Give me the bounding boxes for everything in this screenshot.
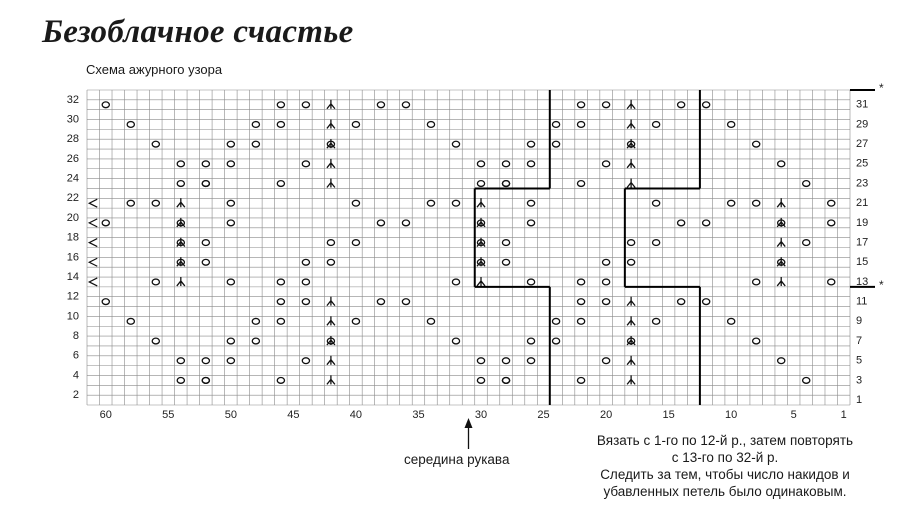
yarn-over-symbol (277, 377, 284, 383)
yarn-over-symbol (177, 181, 184, 187)
yarn-over-symbol (778, 358, 785, 364)
left-row-label: 24 (66, 172, 79, 185)
left-row-label: 12 (66, 290, 79, 303)
right-row-label: 11 (856, 295, 868, 308)
yarn-over-symbol (577, 102, 584, 108)
right-row-label: 25 (856, 157, 869, 170)
yarn-over-symbol (202, 181, 209, 187)
yarn-over-symbol (678, 299, 685, 305)
yarn-over-symbol (227, 161, 234, 167)
yarn-over-symbol (502, 259, 509, 265)
double-decrease-symbol (627, 139, 635, 148)
double-decrease-symbol (177, 257, 185, 266)
note-line-1: Вязать с 1-го по 12-й р., затем повторять (596, 433, 854, 448)
yarn-over-symbol (803, 377, 810, 383)
left-row-label: 30 (66, 113, 79, 126)
yarn-over-symbol (177, 377, 184, 383)
yarn-over-symbol (828, 279, 835, 285)
left-row-label: 28 (66, 133, 79, 146)
double-decrease-symbol (777, 238, 785, 247)
yarn-over-symbol (502, 161, 509, 167)
repeat-marker-top: * (879, 81, 884, 96)
yarn-over-symbol (327, 259, 334, 265)
yarn-over-symbol (552, 122, 559, 128)
yarn-over-symbol (327, 240, 334, 246)
left-row-label: 16 (66, 251, 79, 264)
double-decrease-symbol (327, 119, 335, 128)
column-label: 1 (840, 408, 847, 421)
yarn-over-symbol (227, 279, 234, 285)
yarn-over-symbol (352, 200, 359, 206)
yarn-over-symbol (277, 279, 284, 285)
yarn-over-symbol (402, 299, 409, 305)
yarn-over-symbol (477, 358, 484, 364)
double-decrease-symbol (777, 277, 785, 286)
column-label: 60 (99, 408, 112, 421)
yarn-over-symbol (653, 200, 660, 206)
yarn-over-symbol (602, 358, 609, 364)
yarn-over-symbol (728, 318, 735, 324)
right-row-label: 21 (856, 197, 869, 210)
right-row-label: 17 (856, 236, 869, 249)
yarn-over-symbol (577, 318, 584, 324)
right-row-label: 7 (856, 334, 863, 347)
yarn-over-symbol (653, 318, 660, 324)
yarn-over-symbol (728, 200, 735, 206)
column-label: 25 (537, 408, 550, 421)
left-row-label: 22 (66, 192, 79, 205)
left-row-label: 8 (72, 330, 79, 342)
double-decrease-symbol (477, 238, 485, 247)
side-decrease-symbol (89, 278, 97, 286)
yarn-over-symbol (703, 299, 710, 305)
yarn-over-symbol (152, 338, 159, 344)
yarn-over-symbol (377, 102, 384, 108)
yarn-over-symbol (527, 141, 534, 147)
note-line-2: с 13-го по 32-й р. (671, 450, 779, 465)
yarn-over-symbol (803, 181, 810, 187)
left-row-label: 32 (66, 93, 79, 106)
yarn-over-symbol (152, 279, 159, 285)
column-label: 35 (412, 408, 425, 421)
double-decrease-symbol (627, 316, 635, 325)
yarn-over-symbol (202, 358, 209, 364)
side-decrease-symbol (89, 239, 97, 247)
yarn-over-symbol (277, 122, 284, 128)
yarn-over-symbol (352, 240, 359, 246)
yarn-over-symbol (477, 377, 484, 383)
yarn-over-symbol (602, 279, 609, 285)
yarn-over-symbol (102, 220, 109, 226)
yarn-over-symbol (527, 220, 534, 226)
double-decrease-symbol (777, 198, 785, 207)
yarn-over-symbol (502, 240, 509, 246)
double-decrease-symbol (177, 198, 185, 207)
yarn-over-symbol (452, 338, 459, 344)
yarn-over-symbol (577, 181, 584, 187)
yarn-over-symbol (753, 141, 760, 147)
sleeve-center-label: середина рукава (404, 452, 510, 467)
yarn-over-symbol (102, 299, 109, 305)
double-decrease-symbol (327, 356, 335, 365)
double-decrease-symbol (177, 277, 185, 286)
yarn-over-symbol (703, 220, 710, 226)
double-decrease-symbol (627, 119, 635, 128)
double-decrease-symbol (777, 218, 785, 227)
double-decrease-symbol (327, 375, 335, 384)
yarn-over-symbol (227, 200, 234, 206)
yarn-over-symbol (602, 259, 609, 265)
yarn-over-symbol (302, 102, 309, 108)
yarn-over-symbol (577, 377, 584, 383)
right-row-label: 15 (856, 256, 869, 269)
double-decrease-symbol (327, 336, 335, 345)
yarn-over-symbol (202, 240, 209, 246)
right-row-label: 31 (856, 98, 869, 111)
right-row-label: 23 (856, 177, 869, 190)
double-decrease-symbol (177, 238, 185, 247)
pattern-title: Безоблачное счастье (42, 14, 354, 50)
side-decrease-symbol (89, 199, 97, 207)
yarn-over-symbol (302, 161, 309, 167)
yarn-over-symbol (653, 240, 660, 246)
yarn-over-symbol (102, 102, 109, 108)
yarn-over-symbol (427, 200, 434, 206)
double-decrease-symbol (327, 100, 335, 109)
yarn-over-symbol (753, 200, 760, 206)
yarn-over-symbol (377, 220, 384, 226)
yarn-over-symbol (202, 259, 209, 265)
right-row-label: 5 (856, 354, 863, 367)
yarn-over-symbol (602, 299, 609, 305)
yarn-over-symbol (577, 299, 584, 305)
double-decrease-symbol (327, 159, 335, 168)
yarn-over-symbol (577, 122, 584, 128)
left-row-label: 10 (66, 310, 79, 323)
yarn-over-symbol (552, 318, 559, 324)
double-decrease-symbol (477, 257, 485, 266)
yarn-over-symbol (628, 240, 635, 246)
column-label: 15 (662, 408, 675, 421)
yarn-over-symbol (177, 358, 184, 364)
yarn-over-symbol (302, 299, 309, 305)
yarn-over-symbol (202, 377, 209, 383)
center-arrow-icon (465, 418, 473, 428)
yarn-over-symbol (302, 279, 309, 285)
yarn-over-symbol (577, 279, 584, 285)
double-decrease-symbol (477, 277, 485, 286)
yarn-over-symbol (452, 279, 459, 285)
side-decrease-symbol (89, 219, 97, 227)
yarn-over-symbol (452, 200, 459, 206)
yarn-over-symbol (402, 220, 409, 226)
yarn-over-symbol (803, 240, 810, 246)
yarn-over-symbol (427, 318, 434, 324)
column-label: 5 (790, 408, 797, 421)
double-decrease-symbol (327, 139, 335, 148)
yarn-over-symbol (252, 318, 259, 324)
yarn-over-symbol (302, 358, 309, 364)
right-row-label: 27 (856, 138, 869, 151)
yarn-over-symbol (277, 299, 284, 305)
double-decrease-symbol (777, 257, 785, 266)
yarn-over-symbol (552, 141, 559, 147)
right-row-label: 9 (856, 315, 863, 328)
left-row-label: 26 (66, 152, 79, 165)
yarn-over-symbol (678, 220, 685, 226)
repeat-marker-bottom: * (879, 278, 884, 293)
yarn-over-symbol (828, 200, 835, 206)
right-row-label: 19 (856, 216, 869, 229)
left-row-label: 18 (66, 231, 79, 244)
yarn-over-symbol (352, 318, 359, 324)
yarn-over-symbol (703, 102, 710, 108)
yarn-over-symbol (502, 377, 509, 383)
yarn-over-symbol (527, 358, 534, 364)
yarn-over-symbol (352, 122, 359, 128)
yarn-over-symbol (778, 161, 785, 167)
yarn-over-symbol (252, 122, 259, 128)
right-row-label: 1 (856, 393, 863, 406)
yarn-over-symbol (277, 181, 284, 187)
yarn-over-symbol (527, 279, 534, 285)
note-line-4: убавленных петель было одинаковым. (603, 484, 847, 499)
column-label: 40 (349, 408, 363, 421)
yarn-over-symbol (753, 279, 760, 285)
yarn-over-symbol (653, 122, 660, 128)
yarn-over-symbol (628, 259, 635, 265)
double-decrease-symbol (627, 297, 635, 306)
right-row-label: 13 (856, 275, 869, 288)
yarn-over-symbol (678, 102, 685, 108)
double-decrease-symbol (627, 375, 635, 384)
yarn-over-symbol (152, 141, 159, 147)
column-label: 55 (162, 408, 175, 421)
double-decrease-symbol (477, 218, 485, 227)
yarn-over-symbol (152, 200, 159, 206)
side-decrease-symbol (89, 258, 97, 266)
note-line-3: Следить за тем, чтобы число накидов и (600, 467, 850, 482)
yarn-over-symbol (202, 161, 209, 167)
yarn-over-symbol (127, 200, 134, 206)
double-decrease-symbol (627, 336, 635, 345)
double-decrease-symbol (177, 218, 185, 227)
double-decrease-symbol (327, 316, 335, 325)
yarn-over-symbol (227, 358, 234, 364)
yarn-over-symbol (477, 161, 484, 167)
yarn-over-symbol (127, 318, 134, 324)
chart-grid (87, 90, 850, 405)
yarn-over-symbol (552, 338, 559, 344)
double-decrease-symbol (627, 100, 635, 109)
column-label: 20 (599, 408, 613, 421)
column-label: 50 (224, 408, 237, 421)
right-row-label: 29 (856, 118, 869, 131)
double-decrease-symbol (477, 198, 485, 207)
yarn-over-symbol (427, 122, 434, 128)
left-row-label: 4 (72, 369, 79, 382)
yarn-over-symbol (753, 338, 760, 344)
yarn-over-symbol (302, 259, 309, 265)
double-decrease-symbol (627, 179, 635, 188)
yarn-over-symbol (252, 338, 259, 344)
yarn-over-symbol (828, 220, 835, 226)
yarn-over-symbol (728, 122, 735, 128)
yarn-over-symbol (227, 141, 234, 147)
yarn-over-symbol (227, 220, 234, 226)
yarn-over-symbol (177, 161, 184, 167)
column-label: 30 (474, 408, 488, 421)
left-row-label: 14 (66, 270, 79, 283)
yarn-over-symbol (527, 338, 534, 344)
yarn-over-symbol (402, 102, 409, 108)
instructions-note (560, 432, 890, 500)
column-label: 10 (725, 408, 738, 421)
yarn-over-symbol (602, 161, 609, 167)
double-decrease-symbol (327, 297, 335, 306)
left-row-label: 2 (72, 389, 79, 402)
yarn-over-symbol (602, 102, 609, 108)
yarn-over-symbol (227, 338, 234, 344)
double-decrease-symbol (627, 159, 635, 168)
yarn-over-symbol (277, 318, 284, 324)
chart-subtitle: Схема ажурного узора (86, 62, 223, 77)
yarn-over-symbol (252, 141, 259, 147)
yarn-over-symbol (277, 102, 284, 108)
yarn-over-symbol (127, 122, 134, 128)
yarn-over-symbol (502, 181, 509, 187)
yarn-over-symbol (527, 161, 534, 167)
left-row-label: 6 (72, 349, 79, 362)
left-row-label: 20 (66, 211, 79, 224)
yarn-over-symbol (527, 200, 534, 206)
yarn-over-symbol (502, 358, 509, 364)
yarn-over-symbol (477, 181, 484, 187)
double-decrease-symbol (327, 179, 335, 188)
right-row-label: 3 (856, 374, 863, 387)
column-label: 45 (287, 408, 300, 421)
yarn-over-symbol (452, 141, 459, 147)
double-decrease-symbol (627, 356, 635, 365)
yarn-over-symbol (377, 299, 384, 305)
